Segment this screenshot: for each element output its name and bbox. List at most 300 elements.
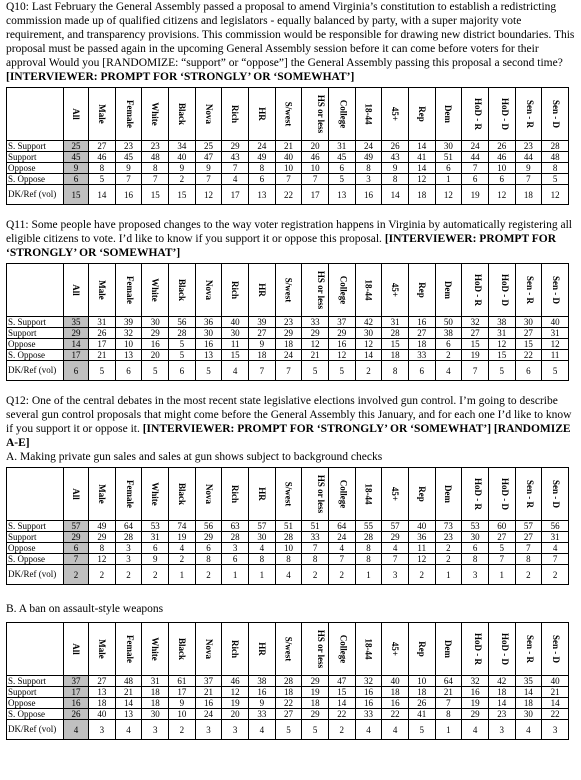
table-cell: 49: [355, 152, 382, 163]
table-cell: 28: [275, 676, 302, 687]
table-cell: 2: [169, 554, 196, 565]
column-header: [462, 264, 489, 317]
table-cell: 46: [89, 152, 116, 163]
table-cell: 31: [382, 317, 409, 328]
table-cell: 12: [435, 185, 462, 205]
table-cell: 3: [488, 720, 515, 740]
column-header-label: HoD - R: [473, 274, 484, 306]
table-row: [7, 152, 569, 163]
sub-question: A. Making private gun sales and sales at gun shows subject to background checks: [6, 451, 383, 463]
table-cell: 6: [488, 174, 515, 185]
table-cell: 21: [195, 687, 222, 698]
section-q10: [6, 0, 575, 205]
table-cell: 18: [142, 698, 169, 709]
table-cell: 23: [515, 141, 542, 152]
table-cell: 7: [222, 163, 249, 174]
table-cell: 29: [382, 532, 409, 543]
table-cell: 21: [275, 141, 302, 152]
table-cell: 63: [222, 521, 249, 532]
column-header-label: Sen - R: [524, 99, 535, 129]
interviewer-prompt: [INTERVIEWER: PROMPT FOR ‘STRONGLY’ OR ‘SOMEWHAT’]: [6, 71, 355, 83]
table-cell: 10: [115, 339, 142, 350]
table-cell: 61: [169, 676, 196, 687]
table-cell: 6: [462, 543, 489, 554]
table-row: [7, 350, 569, 361]
column-header-label: HoD - R: [473, 633, 484, 665]
table-cell: 1: [222, 565, 249, 585]
table-cell: 22: [515, 350, 542, 361]
column-header: [328, 88, 355, 141]
table-cell: 24: [248, 141, 275, 152]
column-header: [89, 468, 116, 521]
column-header-label: 45+: [390, 282, 401, 298]
table-cell: 33: [408, 350, 435, 361]
column-header-label: Male: [96, 639, 107, 659]
table-cell: 30: [142, 709, 169, 720]
column-header: [169, 468, 196, 521]
column-header-label: Rep: [416, 641, 427, 657]
table-cell: 5: [302, 720, 329, 740]
table-row: [7, 174, 569, 185]
table-cell: 18: [275, 339, 302, 350]
column-header: [142, 468, 169, 521]
table-cell: 5: [542, 361, 569, 381]
table-cell: 3: [195, 720, 222, 740]
table-cell: 28: [382, 328, 409, 339]
column-header-label: HR: [256, 107, 267, 121]
column-header: [142, 623, 169, 676]
table-cell: 5: [89, 361, 116, 381]
table-cell: 46: [222, 676, 249, 687]
table-cell: 38: [488, 317, 515, 328]
table-cell: 5: [488, 543, 515, 554]
column-header: [115, 468, 142, 521]
question-body: Q11: Some people have proposed changes to the way voter registration happens in Virginia by automatically registering all eligible citizens to vote. I’d like to know if you support it or oppose this proposal.: [6, 219, 572, 245]
row-label: Support: [7, 687, 64, 698]
table-cell: 30: [248, 532, 275, 543]
column-header-label: All: [71, 108, 82, 120]
column-header: [462, 468, 489, 521]
table-cell: 23: [488, 709, 515, 720]
table-cell: 31: [328, 141, 355, 152]
column-header: [355, 88, 382, 141]
table-cell: 22: [275, 698, 302, 709]
table-cell: 7: [115, 174, 142, 185]
table-cell: 13: [328, 185, 355, 205]
table-cell: 3: [222, 720, 249, 740]
table-cell: 4: [169, 543, 196, 554]
table-cell: 42: [488, 676, 515, 687]
table-cell: 23: [142, 141, 169, 152]
table-cell: 14: [515, 687, 542, 698]
table-cell: 56: [169, 317, 196, 328]
table-cell: 20: [302, 141, 329, 152]
table-cell: 9: [515, 163, 542, 174]
column-header-label: HR: [256, 642, 267, 656]
table-cell: 9: [169, 163, 196, 174]
row-label: DK/Ref (vol): [7, 565, 64, 585]
table-cell: 2: [89, 565, 116, 585]
table-cell: 42: [355, 317, 382, 328]
table-cell: 9: [248, 698, 275, 709]
table-cell: 6: [63, 174, 88, 185]
table-cell: 26: [63, 709, 88, 720]
column-header: [169, 88, 196, 141]
table-cell: 29: [222, 141, 249, 152]
table-cell: 12: [328, 350, 355, 361]
crosstab-table: [6, 87, 569, 205]
table-cell: 30: [195, 328, 222, 339]
table-cell: 3: [542, 720, 569, 740]
row-label: S. Oppose: [7, 709, 64, 720]
table-cell: 28: [169, 328, 196, 339]
column-header-label: Black: [176, 102, 187, 126]
column-header-label: Rep: [416, 106, 427, 122]
question-text: [6, 0, 575, 84]
column-header: [408, 264, 435, 317]
column-header-label: Dem: [443, 640, 454, 658]
table-cell: 29: [302, 676, 329, 687]
table-cell: 12: [195, 185, 222, 205]
column-header: [435, 264, 462, 317]
table-cell: 8: [248, 554, 275, 565]
interviewer-prompt: [INTERVIEWER: PROMPT FOR ‘STRONGLY’ OR ‘SOMEWHAT’]: [6, 233, 557, 259]
table-cell: 31: [488, 328, 515, 339]
table-cell: 8: [275, 554, 302, 565]
question-body: Q10: Last February the General Assembly passed a proposal to amend Virginia’s constitution to establish a redistricting commission made up of qualified citizens and legislators - equally balanced by party, with a super majority vote requirement, and transparency provisions. This commission would be responsible for drawing new district boundaries. This proposal must be passed again in the upcoming General Assembly session before it can come before voters for their approval Would you [RANDOMIZE: “support” or “oppose”] the General Assembly passing this proposal a second time?: [6, 1, 575, 69]
table-cell: 6: [63, 361, 88, 381]
row-label: Support: [7, 532, 64, 543]
table-cell: 9: [63, 163, 88, 174]
table-cell: 7: [195, 174, 222, 185]
table-cell: 18: [248, 350, 275, 361]
table-cell: 17: [169, 687, 196, 698]
table-cell: 55: [355, 521, 382, 532]
table-row: [7, 543, 569, 554]
table-cell: 24: [195, 709, 222, 720]
column-header-label: Male: [96, 104, 107, 124]
table-cell: 56: [542, 521, 569, 532]
table-cell: 26: [488, 141, 515, 152]
table-cell: 33: [302, 532, 329, 543]
table-cell: 3: [355, 174, 382, 185]
table-cell: 18: [275, 687, 302, 698]
column-header: [302, 468, 329, 521]
table-cell: 6: [63, 543, 88, 554]
table-cell: 12: [408, 174, 435, 185]
table-cell: 47: [328, 676, 355, 687]
table-cell: 45: [328, 152, 355, 163]
table-cell: 29: [142, 328, 169, 339]
table-cell: 64: [435, 676, 462, 687]
table-cell: 18: [408, 185, 435, 205]
row-label: Oppose: [7, 543, 64, 554]
column-header: [488, 468, 515, 521]
table-cell: 51: [275, 521, 302, 532]
table-cell: 19: [302, 687, 329, 698]
table-cell: 16: [382, 698, 409, 709]
table-cell: 4: [382, 720, 409, 740]
table-cell: 27: [515, 532, 542, 543]
column-header-label: Sen - R: [524, 479, 535, 509]
table-cell: 2: [435, 543, 462, 554]
table-cell: 7: [302, 174, 329, 185]
table-cell: 6: [169, 361, 196, 381]
column-header-label: Black: [176, 482, 187, 506]
table-cell: 13: [195, 350, 222, 361]
table-cell: 46: [488, 152, 515, 163]
header-corner: [7, 88, 64, 141]
table-cell: 29: [63, 532, 88, 543]
table-cell: 32: [462, 317, 489, 328]
column-header: [222, 468, 249, 521]
table-cell: 39: [115, 317, 142, 328]
column-header: [382, 264, 409, 317]
table-cell: 2: [435, 554, 462, 565]
table-cell: 6: [435, 163, 462, 174]
table-cell: 32: [355, 676, 382, 687]
table-cell: 14: [542, 698, 569, 709]
column-header-label: 45+: [390, 641, 401, 657]
table-cell: 10: [275, 543, 302, 554]
table-cell: 5: [195, 361, 222, 381]
table-cell: 16: [462, 687, 489, 698]
table-cell: 31: [542, 532, 569, 543]
column-header: [382, 623, 409, 676]
table-cell: 9: [115, 163, 142, 174]
column-header: [115, 623, 142, 676]
column-header-label: Male: [96, 280, 107, 300]
column-header-label: 18-44: [363, 483, 374, 505]
table-cell: 17: [63, 687, 88, 698]
table-cell: 29: [195, 532, 222, 543]
column-header: [89, 264, 116, 317]
table-cell: 41: [408, 709, 435, 720]
section-q12b: [6, 602, 575, 740]
column-header-label: College: [338, 634, 349, 664]
table-cell: 6: [435, 339, 462, 350]
table-cell: 33: [302, 317, 329, 328]
table-cell: 12: [302, 339, 329, 350]
column-header: [63, 468, 88, 521]
table-cell: 2: [328, 565, 355, 585]
column-header: [89, 88, 116, 141]
table-cell: 23: [275, 317, 302, 328]
section-q11: [6, 218, 575, 381]
table-cell: 21: [435, 687, 462, 698]
table-cell: 10: [488, 163, 515, 174]
table-cell: 14: [328, 698, 355, 709]
table-cell: 4: [275, 565, 302, 585]
column-header-label: Female: [124, 100, 135, 128]
column-header-label: White: [150, 102, 161, 126]
row-label: S. Support: [7, 676, 64, 687]
column-header-label: Sen - D: [551, 275, 562, 305]
table-cell: 9: [169, 698, 196, 709]
table-cell: 17: [222, 185, 249, 205]
column-header: [275, 88, 302, 141]
table-cell: 5: [169, 339, 196, 350]
column-header: [222, 264, 249, 317]
column-header-label: HoD - R: [473, 478, 484, 510]
table-cell: 30: [355, 328, 382, 339]
table-cell: 4: [248, 720, 275, 740]
column-header-label: 18-44: [363, 638, 374, 660]
column-header-label: All: [71, 284, 82, 296]
table-cell: 7: [302, 543, 329, 554]
column-header: [435, 88, 462, 141]
table-cell: 29: [275, 328, 302, 339]
table-cell: 16: [328, 339, 355, 350]
crosstab-table: [6, 467, 569, 585]
table-cell: 48: [142, 152, 169, 163]
table-cell: 4: [542, 543, 569, 554]
table-cell: 9: [382, 163, 409, 174]
table-cell: 6: [142, 543, 169, 554]
table-cell: 41: [408, 152, 435, 163]
column-header: [515, 468, 542, 521]
table-cell: 7: [435, 698, 462, 709]
table-cell: 4: [222, 174, 249, 185]
table-cell: 28: [542, 141, 569, 152]
column-header: [515, 623, 542, 676]
column-header-label: HoD - D: [499, 633, 510, 665]
column-header-label: Sen - R: [524, 634, 535, 664]
table-cell: 5: [275, 720, 302, 740]
column-header-label: HS or less: [316, 270, 327, 310]
table-row: [7, 720, 569, 740]
table-cell: 7: [328, 554, 355, 565]
column-header-label: College: [338, 275, 349, 305]
column-header-label: White: [150, 278, 161, 302]
column-header-label: HoD - D: [499, 274, 510, 306]
table-cell: 31: [142, 676, 169, 687]
table-cell: 8: [382, 361, 409, 381]
column-header: [169, 264, 196, 317]
table-cell: 18: [515, 698, 542, 709]
row-label: DK/Ref (vol): [7, 720, 64, 740]
table-cell: 44: [462, 152, 489, 163]
table-row: [7, 328, 569, 339]
column-header-label: HR: [256, 487, 267, 501]
table-cell: 6: [115, 361, 142, 381]
table-cell: 38: [435, 328, 462, 339]
table-cell: 8: [542, 163, 569, 174]
table-cell: 28: [222, 532, 249, 543]
table-cell: 3: [462, 565, 489, 585]
column-header: [115, 88, 142, 141]
column-header-label: 45+: [390, 486, 401, 502]
table-cell: 8: [302, 554, 329, 565]
table-cell: 2: [408, 565, 435, 585]
table-cell: 15: [142, 185, 169, 205]
table-cell: 51: [302, 521, 329, 532]
table-cell: 9: [195, 163, 222, 174]
table-cell: 5: [89, 174, 116, 185]
table-cell: 29: [63, 328, 88, 339]
table-cell: 15: [515, 339, 542, 350]
table-cell: 7: [488, 554, 515, 565]
table-cell: 27: [89, 676, 116, 687]
table-cell: 27: [275, 709, 302, 720]
column-header-label: Sen - R: [524, 275, 535, 305]
table-cell: 11: [408, 543, 435, 554]
table-cell: 10: [408, 676, 435, 687]
table-cell: 27: [248, 328, 275, 339]
table-cell: 19: [462, 350, 489, 361]
table-cell: 37: [328, 317, 355, 328]
row-label: S. Support: [7, 141, 64, 152]
table-row: [7, 532, 569, 543]
table-cell: 20: [142, 350, 169, 361]
column-header: [275, 468, 302, 521]
column-header: [515, 88, 542, 141]
table-row: [7, 339, 569, 350]
table-cell: 2: [435, 350, 462, 361]
table-cell: 36: [195, 317, 222, 328]
table-cell: 33: [355, 709, 382, 720]
table-cell: 1: [435, 174, 462, 185]
table-row: [7, 521, 569, 532]
table-cell: 22: [275, 185, 302, 205]
column-header-label: Black: [176, 637, 187, 661]
table-cell: 3: [115, 543, 142, 554]
table-cell: 16: [115, 185, 142, 205]
table-cell: 5: [169, 350, 196, 361]
table-cell: 2: [195, 565, 222, 585]
table-cell: 49: [248, 152, 275, 163]
table-cell: 14: [115, 698, 142, 709]
table-cell: 27: [488, 532, 515, 543]
table-cell: 13: [115, 709, 142, 720]
table-cell: 12: [89, 554, 116, 565]
table-cell: 29: [328, 328, 355, 339]
table-row: [7, 565, 569, 585]
table-cell: 3: [382, 565, 409, 585]
table-row: [7, 676, 569, 687]
table-cell: 7: [515, 543, 542, 554]
column-header-label: Rich: [230, 105, 241, 123]
table-cell: 22: [328, 709, 355, 720]
table-cell: 15: [462, 339, 489, 350]
table-cell: 5: [328, 361, 355, 381]
table-cell: 8: [515, 554, 542, 565]
column-header: [195, 264, 222, 317]
column-header: [195, 88, 222, 141]
table-cell: 16: [355, 687, 382, 698]
table-cell: 7: [542, 554, 569, 565]
table-cell: 13: [115, 350, 142, 361]
table-cell: 1: [169, 565, 196, 585]
column-header: [63, 623, 88, 676]
table-cell: 5: [542, 174, 569, 185]
row-label: S. Support: [7, 521, 64, 532]
table-cell: 57: [248, 521, 275, 532]
column-header: [248, 264, 275, 317]
table-cell: 15: [488, 350, 515, 361]
table-cell: 1: [435, 565, 462, 585]
table-row: [7, 698, 569, 709]
column-header-label: All: [71, 643, 82, 655]
column-header: [115, 264, 142, 317]
column-header-label: S/west: [283, 277, 294, 303]
table-cell: 40: [169, 152, 196, 163]
table-cell: 29: [462, 709, 489, 720]
table-cell: 27: [515, 328, 542, 339]
column-header-label: Dem: [443, 281, 454, 299]
column-header: [195, 623, 222, 676]
table-cell: 6: [408, 361, 435, 381]
